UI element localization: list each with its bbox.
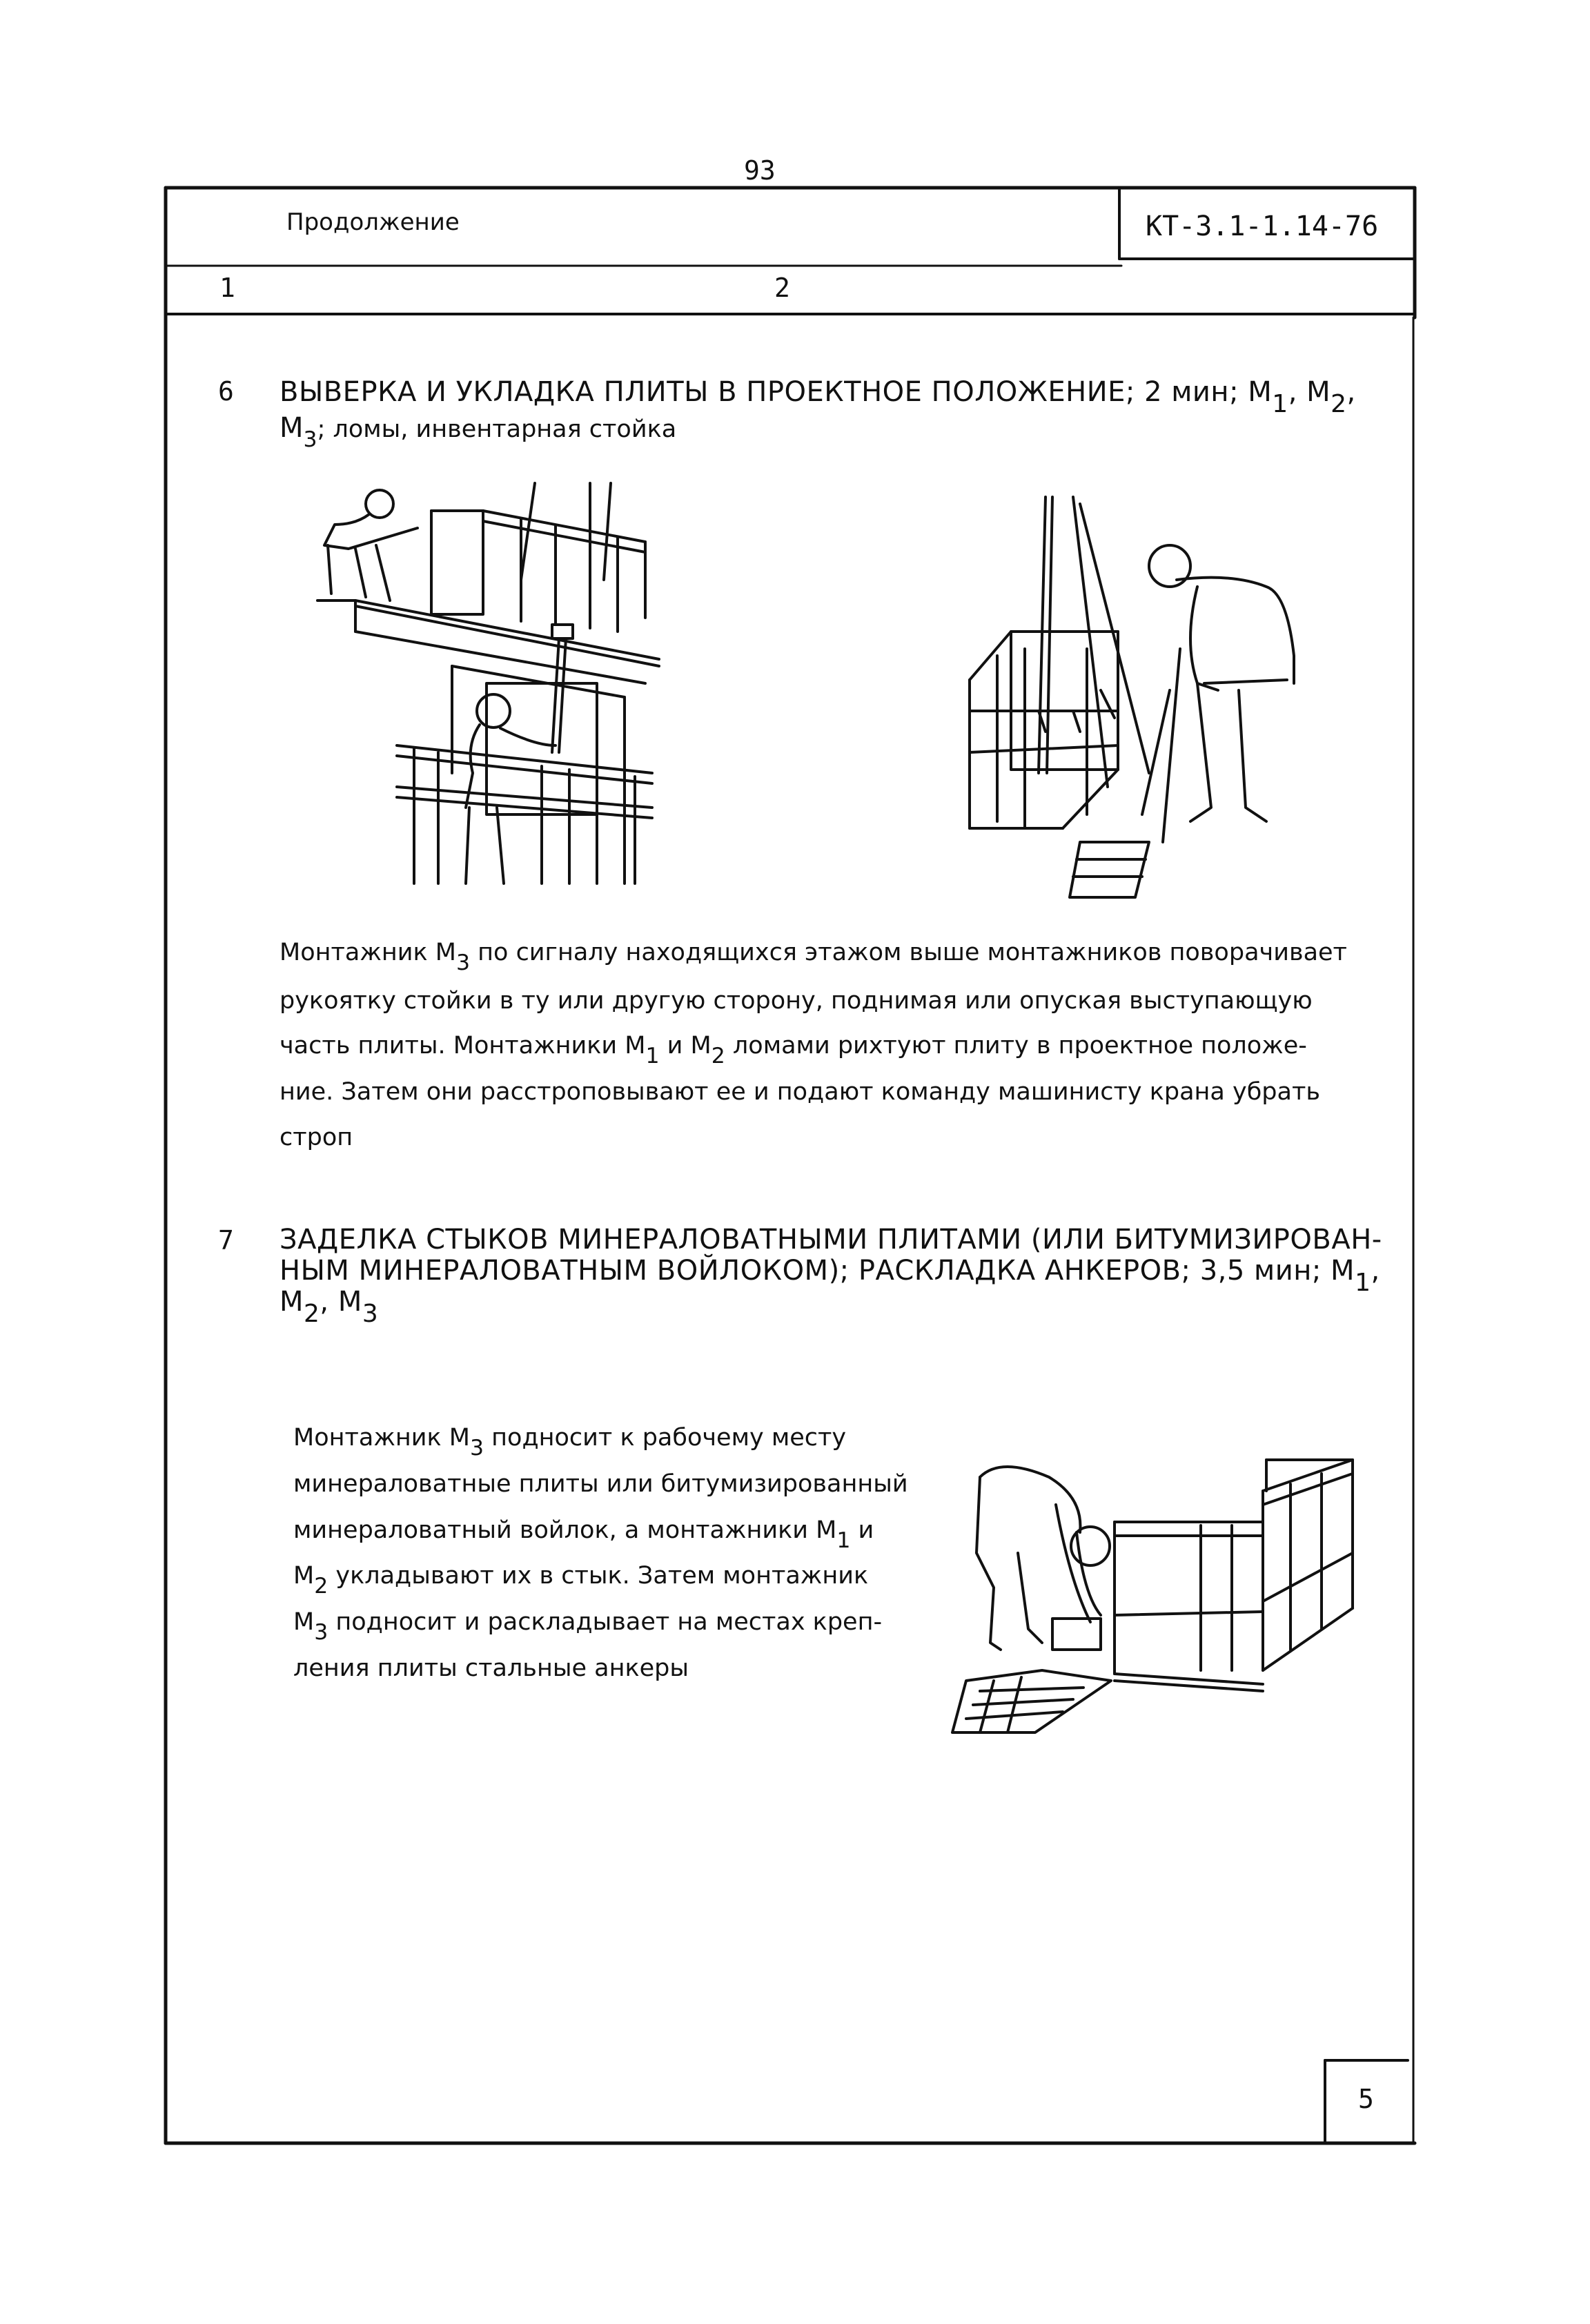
title-text: ,	[1346, 376, 1356, 408]
column-header-2: 2	[774, 273, 790, 303]
desc-text: подносит к рабочему месту	[484, 1424, 847, 1452]
step-6-description-line1	[279, 939, 1347, 976]
column-header-1: 1	[219, 273, 235, 303]
desc-text: Монтажник М	[279, 939, 456, 966]
step-7-description-line5	[293, 1608, 883, 1646]
subscript: 3	[303, 427, 317, 453]
step-7-description-line6	[293, 1654, 689, 1682]
subscript: 1	[1272, 390, 1288, 419]
subscript: 2	[314, 1574, 328, 1599]
subscript: 3	[469, 1436, 484, 1461]
illustration-crowbar-alignment	[970, 483, 1384, 897]
desc-text: М	[293, 1608, 315, 1636]
document-code: КТ-3.1-1.14-76	[1146, 211, 1379, 242]
step-7-description-line1	[293, 1424, 847, 1461]
title-text: ВЫВЕРКА И УКЛАДКА ПЛИТЫ В ПРОЕКТНОЕ ПОЛОЖЕНИЕ; 2 мин; М	[279, 376, 1273, 408]
subscript: 1	[1355, 1269, 1371, 1298]
desc-text: укладывают их в стык. Затем монтажник	[328, 1562, 869, 1590]
step-7-number: 7	[218, 1225, 234, 1256]
subscript: 1	[836, 1528, 851, 1554]
subscript: 3	[362, 1300, 379, 1329]
illustration-joint-sealing	[952, 1443, 1366, 1732]
subscript: 1	[645, 1044, 660, 1069]
sheet-number: 5	[1358, 2084, 1374, 2114]
continuation-label: Продолжение	[286, 208, 460, 236]
desc-text: и М	[659, 1032, 711, 1060]
step-7-description-line4	[293, 1562, 869, 1599]
desc-text: строп	[279, 1124, 353, 1151]
desc-text: минераловатный войлок, а монтажники М	[293, 1516, 837, 1544]
step-6-title-line2	[279, 412, 677, 453]
desc-text: ления плиты стальные анкеры	[293, 1654, 689, 1682]
desc-text: часть плиты. Монтажники М	[279, 1032, 646, 1060]
step-7-title-line3	[279, 1286, 379, 1329]
subscript: 3	[455, 950, 471, 976]
title-text: НЫМ МИНЕРАЛОВАТНЫМ ВОЙЛОКОМ); РАСКЛАДКА АНКЕРОВ; 3,5 мин; М	[279, 1255, 1355, 1287]
step-6-number: 6	[218, 376, 234, 407]
step-6-description-line3	[279, 1032, 1307, 1069]
subscript: 2	[1331, 390, 1347, 419]
title-text: ,	[1371, 1255, 1380, 1287]
title-text: , М	[1288, 376, 1331, 408]
step-7-title-line1: ЗАДЕЛКА СТЫКОВ МИНЕРАЛОВАТНЫМИ ПЛИТАМИ (ИЛИ БИТУМИЗИРОВАН-	[279, 1224, 1382, 1256]
desc-text: подносит и раскладывает на местах креп-	[328, 1608, 883, 1636]
title-text: , М	[320, 1286, 362, 1318]
subscript: 2	[711, 1044, 725, 1069]
desc-text: М	[293, 1562, 315, 1590]
step-7-title-line2	[279, 1255, 1380, 1298]
page-number: 93	[744, 155, 776, 186]
illustration-plate-alignment-stand	[314, 483, 673, 883]
step-6-description-line5	[279, 1124, 353, 1151]
title-text: М	[279, 1286, 304, 1318]
title-text: ; ломы, инвентарная стойка	[317, 416, 677, 443]
title-text: М	[279, 412, 304, 444]
desc-text: Монтажник М	[293, 1424, 470, 1452]
step-7-description-line3	[293, 1516, 874, 1554]
subscript: 3	[314, 1620, 328, 1646]
step-6-description-line2	[279, 987, 1313, 1015]
desc-text: по сигналу находящихся этажом выше монтажников поворачивает	[470, 939, 1347, 966]
desc-text: минераловатные плиты или битумизированный	[293, 1470, 908, 1498]
desc-text: рукоятку стойки в ту или другую сторону, поднимая или опуская выступающую	[279, 987, 1313, 1015]
subscript: 2	[304, 1300, 320, 1329]
step-7-description-line2	[293, 1470, 908, 1498]
step-6-title-line1	[279, 376, 1356, 419]
desc-text: ломами рихтуют плиту в проектное положе-	[725, 1032, 1307, 1060]
desc-text: и	[850, 1516, 874, 1544]
step-6-description-line4	[279, 1078, 1320, 1106]
desc-text: ние. Затем они расстроповывают ее и подают команду машинисту крана убрать	[279, 1078, 1320, 1106]
